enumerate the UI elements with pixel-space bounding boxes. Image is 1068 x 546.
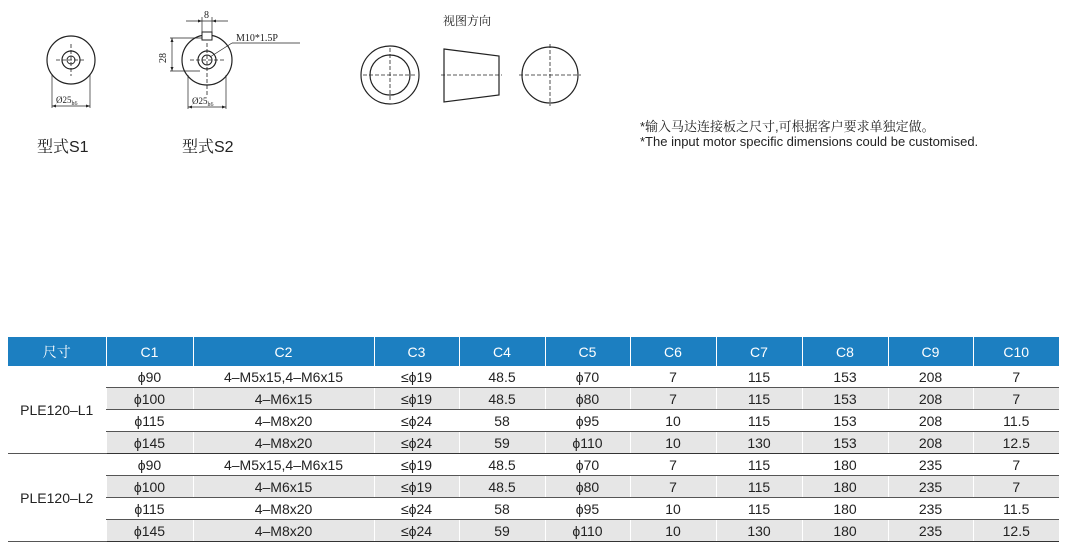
table-cell-c3: ≤ϕ24 bbox=[374, 410, 459, 432]
table-cell-c1: ϕ115 bbox=[106, 410, 193, 432]
table-cell-c5: ϕ110 bbox=[545, 432, 630, 454]
table-cell-c4: 48.5 bbox=[459, 454, 545, 476]
table-cell-c6: 10 bbox=[630, 498, 716, 520]
header-c4: C4 bbox=[459, 337, 545, 366]
header-c2: C2 bbox=[193, 337, 374, 366]
table-cell-c2: 4–M8x20 bbox=[193, 432, 374, 454]
table-cell-c6: 7 bbox=[630, 454, 716, 476]
model-cell: PLE120–L1 bbox=[8, 366, 106, 454]
table-cell-c8: 180 bbox=[802, 498, 888, 520]
table-row bbox=[8, 454, 1059, 476]
note-english: *The input motor specific dimensions could be customised. bbox=[640, 134, 979, 149]
table-cell-c1: ϕ90 bbox=[106, 366, 193, 388]
table-cell-c3: ≤ϕ19 bbox=[374, 388, 459, 410]
table-cell-c6: 10 bbox=[630, 432, 716, 454]
table-cell-c6: 7 bbox=[630, 476, 716, 498]
type-s1-drawing bbox=[40, 30, 110, 115]
table-body bbox=[8, 366, 1059, 542]
table-cell-c5: ϕ95 bbox=[545, 410, 630, 432]
table-cell-c3: ≤ϕ19 bbox=[374, 476, 459, 498]
table-cell-c5: ϕ80 bbox=[545, 388, 630, 410]
table-cell-c3: ≤ϕ24 bbox=[374, 520, 459, 542]
table-cell-c10: 12.5 bbox=[973, 520, 1059, 542]
table-cell-c4: 59 bbox=[459, 520, 545, 542]
table-cell-c2: 4–M8x20 bbox=[193, 498, 374, 520]
table-cell-c10: 11.5 bbox=[973, 410, 1059, 432]
table-cell-c5: ϕ110 bbox=[545, 520, 630, 542]
table-cell-c3: ≤ϕ24 bbox=[374, 432, 459, 454]
model-cell: PLE120–L2 bbox=[8, 454, 106, 542]
table-cell-c7: 115 bbox=[716, 498, 802, 520]
table-cell-c7: 130 bbox=[716, 520, 802, 542]
table-cell-c7: 115 bbox=[716, 410, 802, 432]
table-cell-c9: 208 bbox=[888, 432, 973, 454]
header-c7: C7 bbox=[716, 337, 802, 366]
table-row bbox=[8, 476, 1059, 498]
table-cell-c4: 48.5 bbox=[459, 476, 545, 498]
table-cell-c8: 153 bbox=[802, 388, 888, 410]
table-row bbox=[8, 410, 1059, 432]
table-cell-c1: ϕ100 bbox=[106, 388, 193, 410]
table-cell-c10: 7 bbox=[973, 366, 1059, 388]
type-s2-drawing bbox=[150, 5, 310, 115]
header-c1: C1 bbox=[106, 337, 193, 366]
table-cell-c2: 4–M5x15,4–M6x15 bbox=[193, 454, 374, 476]
table-cell-c1: ϕ115 bbox=[106, 498, 193, 520]
header-size: 尺寸 bbox=[8, 337, 106, 366]
table-cell-c2: 4–M6x15 bbox=[193, 388, 374, 410]
table-cell-c9: 235 bbox=[888, 520, 973, 542]
table-cell-c8: 153 bbox=[802, 410, 888, 432]
table-cell-c9: 208 bbox=[888, 388, 973, 410]
table-cell-c6: 7 bbox=[630, 388, 716, 410]
table-cell-c2: 4–M5x15,4–M6x15 bbox=[193, 366, 374, 388]
table-row bbox=[8, 498, 1059, 520]
table-cell-c10: 11.5 bbox=[973, 498, 1059, 520]
note-chinese: *输入马达连接板之尺寸,可根据客户要求单独定做。 bbox=[640, 119, 935, 134]
table-cell-c1: ϕ145 bbox=[106, 520, 193, 542]
table-cell-c1: ϕ145 bbox=[106, 432, 193, 454]
header-c10: C10 bbox=[973, 337, 1059, 366]
table-row bbox=[8, 432, 1059, 454]
type-s2-label: 型式S2 bbox=[182, 139, 234, 156]
s2-key-dim: 8 bbox=[204, 10, 209, 21]
table-cell-c4: 58 bbox=[459, 410, 545, 432]
table-cell-c9: 235 bbox=[888, 454, 973, 476]
table-cell-c8: 153 bbox=[802, 366, 888, 388]
table-cell-c10: 7 bbox=[973, 454, 1059, 476]
header-c8: C8 bbox=[802, 337, 888, 366]
table-cell-c1: ϕ100 bbox=[106, 476, 193, 498]
type-s1-label: 型式S1 bbox=[37, 139, 89, 156]
table-cell-c10: 7 bbox=[973, 476, 1059, 498]
table-cell-c3: ≤ϕ19 bbox=[374, 366, 459, 388]
table-cell-c10: 12.5 bbox=[973, 432, 1059, 454]
table-cell-c5: ϕ95 bbox=[545, 498, 630, 520]
view-direction-label: 视图方向 bbox=[443, 14, 492, 28]
table-cell-c8: 180 bbox=[802, 520, 888, 542]
table-cell-c7: 115 bbox=[716, 476, 802, 498]
table-cell-c7: 115 bbox=[716, 454, 802, 476]
table-cell-c9: 208 bbox=[888, 410, 973, 432]
table-cell-c10: 7 bbox=[973, 388, 1059, 410]
table-cell-c8: 180 bbox=[802, 454, 888, 476]
table-cell-c9: 235 bbox=[888, 476, 973, 498]
table-cell-c2: 4–M6x15 bbox=[193, 476, 374, 498]
table-cell-c6: 10 bbox=[630, 410, 716, 432]
table-cell-c8: 153 bbox=[802, 432, 888, 454]
table-header-row bbox=[8, 337, 1059, 366]
header-c3: C3 bbox=[374, 337, 459, 366]
table-cell-c4: 58 bbox=[459, 498, 545, 520]
table-cell-c7: 115 bbox=[716, 366, 802, 388]
table-cell-c5: ϕ70 bbox=[545, 366, 630, 388]
table-cell-c5: ϕ80 bbox=[545, 476, 630, 498]
table-cell-c3: ≤ϕ19 bbox=[374, 454, 459, 476]
header-c9: C9 bbox=[888, 337, 973, 366]
table-row bbox=[8, 366, 1059, 388]
table-cell-c2: 4–M8x20 bbox=[193, 520, 374, 542]
header-c5: C5 bbox=[545, 337, 630, 366]
s1-bore-dim: $Ø25_{h6}$ bbox=[56, 95, 78, 107]
table-cell-c7: 115 bbox=[716, 388, 802, 410]
table-cell-c9: 235 bbox=[888, 498, 973, 520]
table-row bbox=[8, 388, 1059, 410]
table-cell-c5: ϕ70 bbox=[545, 454, 630, 476]
table-cell-c9: 208 bbox=[888, 366, 973, 388]
table-cell-c1: ϕ90 bbox=[106, 454, 193, 476]
table-cell-c6: 10 bbox=[630, 520, 716, 542]
table-cell-c6: 7 bbox=[630, 366, 716, 388]
table-row bbox=[8, 520, 1059, 542]
table-cell-c7: 130 bbox=[716, 432, 802, 454]
table-cell-c4: 48.5 bbox=[459, 366, 545, 388]
view-direction-diagram bbox=[355, 42, 585, 112]
s2-height-dim: 28 bbox=[158, 53, 169, 63]
dimension-table bbox=[8, 337, 1059, 542]
s2-thread-dim: M10*1.5P bbox=[236, 33, 278, 44]
header-c6: C6 bbox=[630, 337, 716, 366]
s2-bore-dim: $Ø25_{h6}$ bbox=[192, 96, 214, 108]
table-cell-c4: 48.5 bbox=[459, 388, 545, 410]
table-cell-c4: 59 bbox=[459, 432, 545, 454]
table-cell-c3: ≤ϕ24 bbox=[374, 498, 459, 520]
table-cell-c8: 180 bbox=[802, 476, 888, 498]
table-cell-c2: 4–M8x20 bbox=[193, 410, 374, 432]
